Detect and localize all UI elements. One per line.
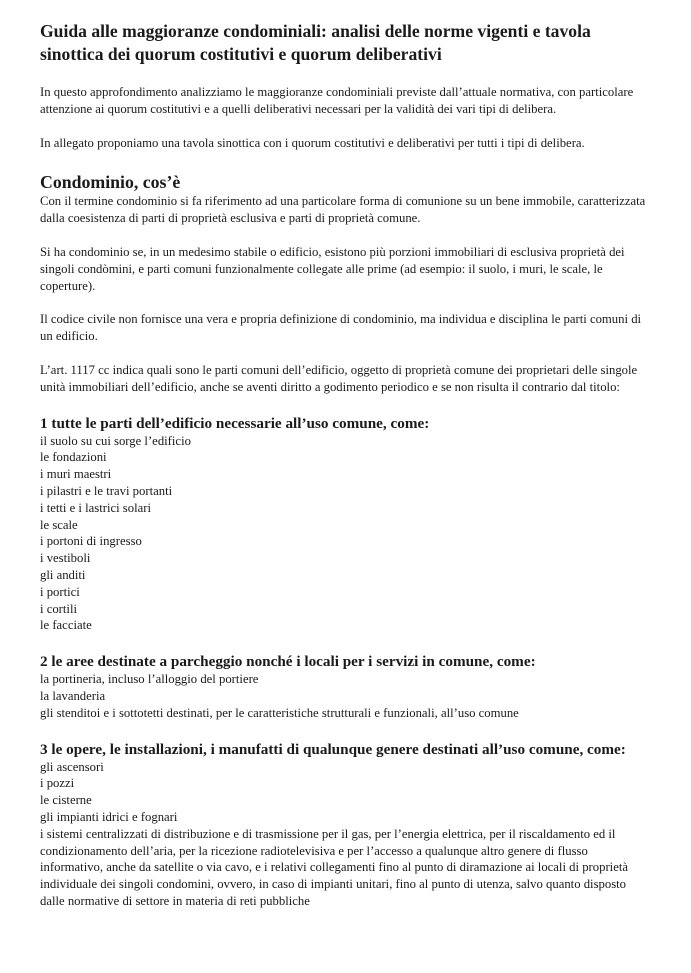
- list-item: i portici: [40, 584, 80, 599]
- list-item: le scale: [40, 517, 78, 532]
- list-aree-servizi: [40, 671, 651, 721]
- list-item: i pozzi: [40, 776, 75, 791]
- condominio-paragraph-1: Con il termine condominio si fa riferimento ad una particolare forma di comunione su un bene immobile, caratterizzata dalla coesistenza di parti di proprietà esclusiva e parti di proprietà comune.: [40, 194, 646, 226]
- list-parti-comuni: [40, 433, 651, 635]
- list-item: la lavanderia: [40, 688, 106, 703]
- list-item: le fondazioni: [40, 450, 107, 465]
- list-item: i sistemi centralizzati di distribuzione e di trasmissione per il gas, per l’energia elettrica, per il riscaldamento ed il condizionamento dell’aria, per la ricezione radiotelevisiva e per l’accesso a qualunque altro genere di flusso informativo, anche da satellite o via cavo, e i relativi collegamenti fino al punto di diramazione ai locali di proprietà individuale dei singoli condomini, ovvero, in caso di impianti unitari, fino al punto di utenza, salvo quanto disposto dalle normative di settore in materia di reti pubbliche: [40, 826, 628, 908]
- condominio-paragraph-4: L’art. 1117 cc indica quali sono le parti comuni dell’edificio, oggetto di proprietà comune dei proprietari delle singole unità immobiliari dell’edificio, anche se aventi diritto a godimento periodico e se non risulta il contrario dal titolo:: [40, 362, 638, 394]
- intro-paragraph-1: In questo approfondimento analizziamo le maggioranze condominiali previste dall’attuale normativa, con particolare attenzione ai quorum costitutivi e a quelli deliberativi necessari per la validità dei vari tipi di delibera.: [40, 85, 634, 116]
- list-item: gli impianti idrici e fognari: [40, 809, 178, 824]
- list-heading-3: 3 le opere, le installazioni, i manufatti di qualunque genere destinati all’uso comune, come:: [40, 740, 626, 758]
- list-opere-installazioni: [40, 759, 651, 910]
- list-item: gli anditi: [40, 567, 86, 582]
- intro-paragraph-2: In allegato proponiamo una tavola sinottica con i quorum costitutivi e deliberativi per tutti i tipi di delibera.: [40, 135, 585, 150]
- list-item: i pilastri e le travi portanti: [40, 483, 173, 498]
- list-item: le facciate: [40, 618, 92, 633]
- section-heading-condominio: Condominio, cos’è: [40, 172, 181, 193]
- condominio-paragraph-3: Il codice civile non fornisce una vera e propria definizione di condominio, ma individua e disciplina le parti comuni di un edificio.: [40, 312, 642, 344]
- list-item: i tetti e i lastrici solari: [40, 500, 151, 515]
- list-item: la portineria, incluso l’alloggio del portiere: [40, 672, 259, 687]
- list-item: i cortili: [40, 601, 77, 616]
- list-item: i portoni di ingresso: [40, 534, 142, 549]
- list-item: i muri maestri: [40, 467, 112, 482]
- list-item: gli stenditoi e i sottotetti destinati, per le caratteristiche strutturali e funzionali, all’uso comune: [40, 705, 519, 720]
- list-heading-2: 2 le aree destinate a parcheggio nonché i locali per i servizi in comune, come:: [40, 653, 536, 671]
- list-heading-1: 1 tutte le parti dell’edificio necessarie all’uso comune, come:: [40, 414, 430, 432]
- list-item: gli ascensori: [40, 759, 104, 774]
- list-item: le cisterne: [40, 793, 92, 808]
- list-item: i vestiboli: [40, 551, 91, 566]
- list-item: il suolo su cui sorge l’edificio: [40, 433, 191, 448]
- page-title: Guida alle maggioranze condominiali: analisi delle norme vigenti e tavola sinottica dei quorum costitutivi e quorum deliberativi: [40, 21, 591, 64]
- condominio-paragraph-2: Si ha condominio se, in un medesimo stabile o edificio, esistono più porzioni immobiliari di esclusiva proprietà dei singoli condòmini, e parti comuni funzionalmente collegate alle prime (ad esempio: il suolo, i muri, le scale, le coperture).: [40, 244, 625, 293]
